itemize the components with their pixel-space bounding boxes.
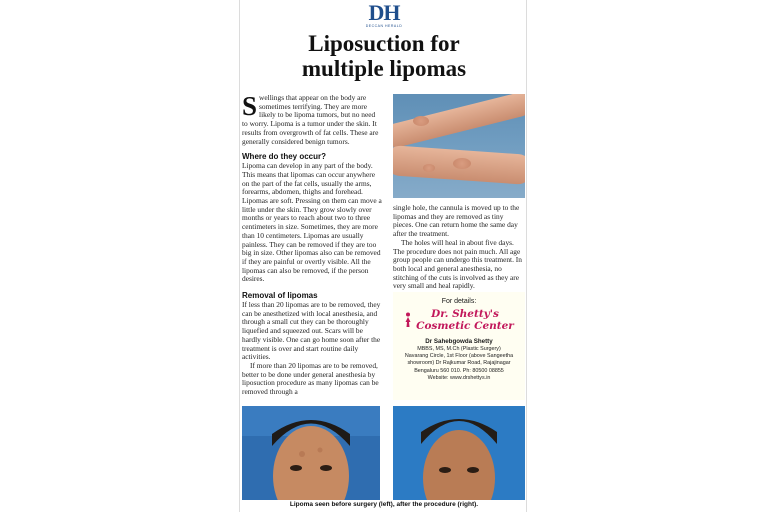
right-column (393, 204, 525, 291)
address-line-3: Bengaluru 560 010. Ph: 80500 08855 (414, 367, 504, 374)
face-after-image (393, 406, 525, 500)
right-paragraph-2: The holes will heal in about five days. The procedure does not pain much. All age group people can undergo this treatment. In both local and general anesthesia, no stitching of the cuts is involved as they are very small and heal rapidly. (393, 237, 522, 291)
address-line-2: showroom) Dr Rajkumar Road, Rajajinagar (407, 360, 511, 367)
dropcap: S (242, 91, 258, 121)
website-link[interactable]: Website: www.drshettys.in (427, 374, 491, 381)
for-details-label: For details: (441, 298, 477, 305)
doctor-qualifications: MBBS, MS, M.Ch (Plastic Surgery) (417, 346, 501, 352)
photo-caption: Lipoma seen before surgery (left), after the procedure (right). (289, 501, 479, 508)
section-heading-where: Where do they occur? (242, 152, 327, 162)
before-surgery-photo (242, 406, 380, 500)
headline (240, 31, 528, 81)
intro-text: wellings that appear on the body are sometimes terrifying. They are more likely to be lipoma tumors, but no need to worry. Lipoma is a tumor under the skin. It results from overgrowth of fat cells. These are generally considered benign tumors. (242, 93, 379, 146)
left-column (242, 91, 382, 397)
doctor-name: Dr Sahebgowda Shetty (425, 338, 493, 345)
headline-line-2: multiple lipomas (301, 56, 467, 81)
removal-paragraph-2: If more than 20 lipomas are to be removed, better to be done under general anesthesia by liposuction procedure as many lipomas can be removed through a (242, 360, 379, 397)
address-line-1: Navarang Circle, 1st Floor (above Sangeetha (404, 353, 514, 360)
dh-logo: DH (368, 0, 400, 25)
masthead (240, 2, 528, 29)
removal-paragraph-1: If less than 20 lipomas are to be removed, they can be anesthetized with local anesthesia, and through a small cut they can be thoroughly liquefied and squeezed out. Scars will be hardly visible. One can go home soon after the treatment is over and start routine daily activities. (242, 300, 381, 362)
logo-subtitle: DECCAN HERALD (365, 24, 403, 28)
clinic-advertisement (393, 292, 525, 400)
after-procedure-photo (393, 406, 525, 500)
intro-paragraph (242, 91, 382, 146)
newspaper-page (239, 0, 527, 512)
headline-line-1: Liposuction for (308, 31, 460, 56)
lipoma-lump (413, 116, 429, 126)
lipoma-lump (423, 164, 435, 172)
right-paragraph-1: single hole, the cannula is moved up to the lipomas and they are removed as tiny pieces. One can return home the same day after the treatment. (393, 203, 520, 239)
section-where-text: Lipoma can develop in any part of the body. This means that lipomas can occur anywhere on the part of the fat cells, usually the arms, forearms, abdomen, thighs and forehead. Lipomas are soft. Pressing on them can move a little under the skin. They grow slowly over months or years to reach about two to three centimeters in size. Sometimes, they are more than 10 centimeters. Lipomas are usually painless. They can be removed if they are too big in size. Other lipomas also can be removed if they are painful or overtly visible. All the lipomas can also be removed, if the person desires. (242, 161, 382, 284)
face-before-image (242, 406, 380, 500)
lipoma-lump (453, 158, 471, 169)
brand-name-line-1: Dr. Shetty's (431, 308, 499, 320)
brand-name-line-2: Cosmetic Center (416, 320, 514, 332)
female-figure-icon (404, 312, 412, 328)
arms-photo (393, 94, 525, 198)
section-heading-removal: Removal of lipomas (242, 291, 318, 301)
